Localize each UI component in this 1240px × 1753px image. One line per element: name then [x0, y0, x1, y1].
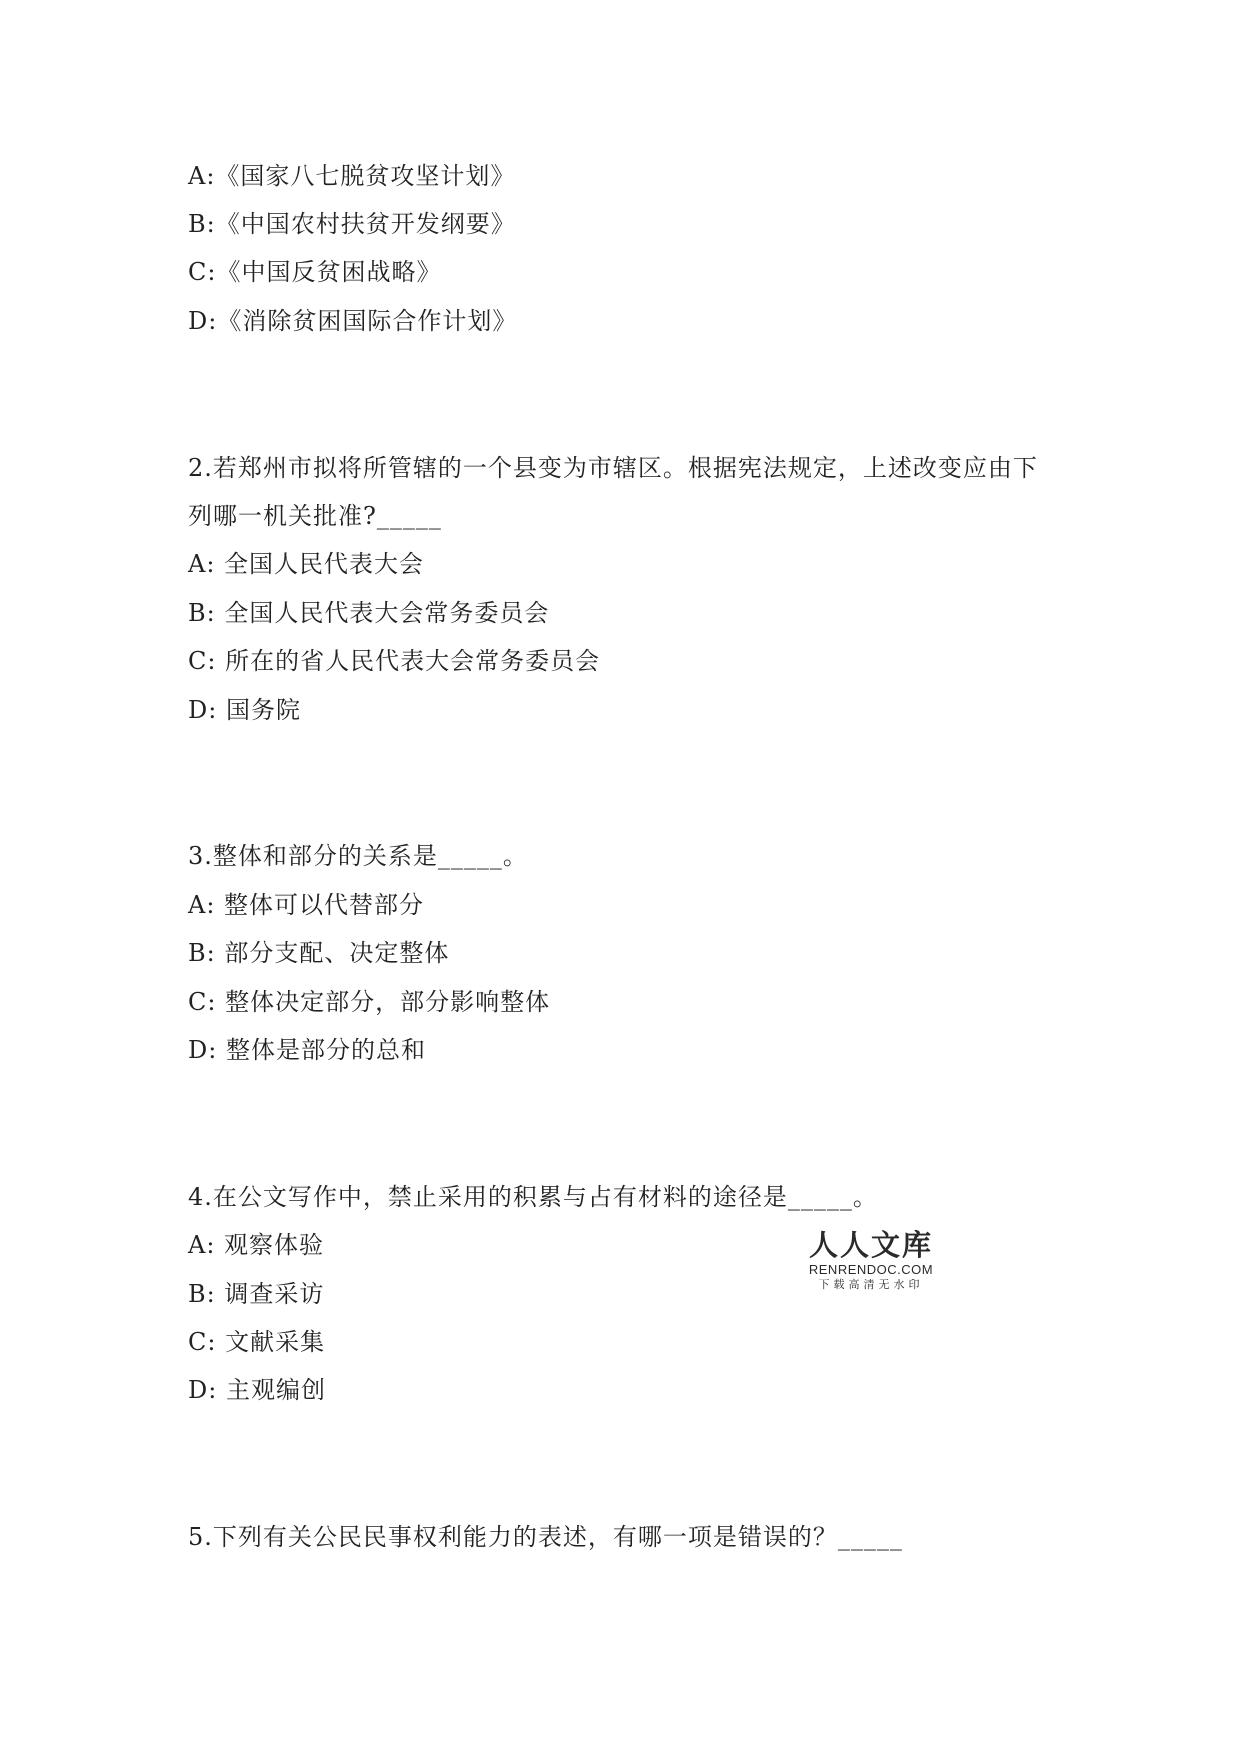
q4-option-d: D: 主观编创 [188, 1376, 326, 1404]
q3-option-d: D: 整体是部分的总和 [188, 1036, 426, 1064]
q3-option-b: B: 部分支配、决定整体 [188, 939, 450, 967]
q4-stem: 4.在公文写作中，禁止采用的积累与占有材料的途径是_____。 [188, 1183, 878, 1211]
q1-option-b: B:《中国农村扶贫开发纲要》 [188, 210, 516, 238]
q2-stem-line-2: 列哪一机关批准?_____ [188, 502, 442, 530]
q4-option-a: A: 观察体验 [188, 1231, 325, 1259]
q4-option-c: C: 文献采集 [188, 1328, 326, 1356]
q3-option-a: A: 整体可以代替部分 [188, 891, 425, 919]
watermark-title: 人人文库 [808, 1228, 933, 1262]
q1-option-d: D:《消除贫困国际合作计划》 [188, 307, 518, 335]
watermark-slogan: 下载高清无水印 [818, 1278, 924, 1291]
q5-stem: 5.下列有关公民民事权利能力的表述，有哪一项是错误的？_____ [188, 1523, 903, 1551]
watermark-logo [806, 1228, 936, 1292]
q2-stem-line-1: 2.若郑州市拟将所管辖的一个县变为市辖区。根据宪法规定，上述改变应由下 [188, 454, 1038, 482]
q2-option-d: D: 国务院 [188, 696, 301, 724]
q2-option-c: C: 所在的省人民代表大会常务委员会 [188, 647, 601, 675]
q1-option-c: C:《中国反贫困战略》 [188, 258, 442, 286]
q2-option-a: A: 全国人民代表大会 [188, 550, 425, 578]
q4-option-b: B: 调查采访 [188, 1280, 325, 1308]
q3-option-c: C: 整体决定部分，部分影响整体 [188, 988, 551, 1016]
watermark-domain: RENRENDOC.COM [808, 1262, 934, 1277]
q2-option-b: B: 全国人民代表大会常务委员会 [188, 599, 550, 627]
q3-stem: 3.整体和部分的关系是_____。 [188, 842, 528, 870]
q1-option-a: A:《国家八七脱贫攻坚计划》 [188, 162, 516, 190]
